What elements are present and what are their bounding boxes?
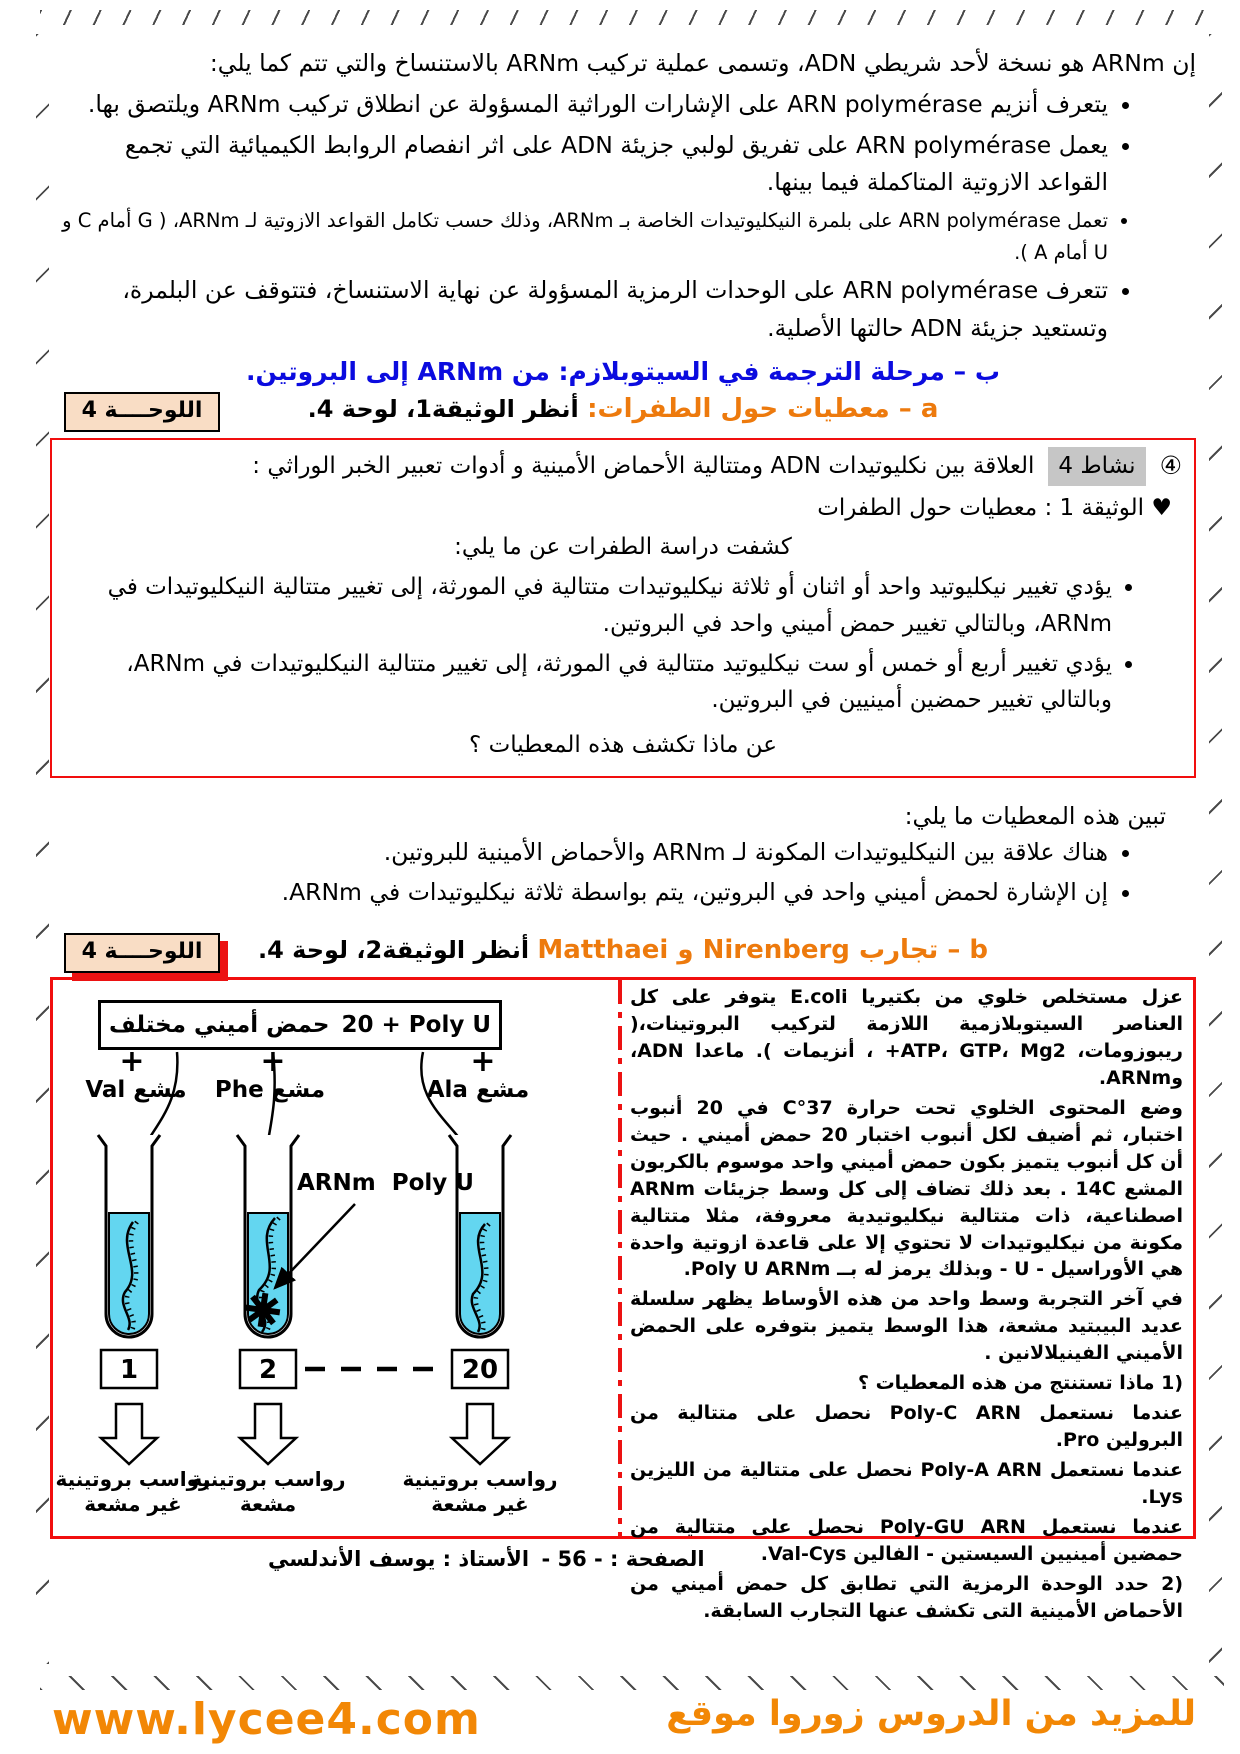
experiment-question-1 (630, 1370, 1183, 1397)
result-line: رواسب بروتينية (55, 1466, 211, 1491)
arnm-polyu-label: ARNm Poly U (297, 1169, 474, 1196)
plate-label-box: اللوحــــة 4 (64, 392, 220, 432)
amino-label-phe (204, 1077, 336, 1103)
section-a-title (50, 386, 1196, 424)
list-item: • تعمل ARN polymérase على بلمرة النيكليوتيدات الخاصة بـ ARNm، وذلك حسب تكامل القواعد الازوتية لـ ARNm، ( G أمام C و U أمام A ). (50, 205, 1108, 269)
amino-label-ala (412, 1077, 544, 1103)
page-content (50, 44, 1196, 1623)
section-a-title-orange: a – معطيات حول الطفرات: (587, 394, 939, 425)
circled-number: ④ (1159, 451, 1182, 481)
plate-label-box: اللوحــــة 4 (64, 933, 220, 973)
amino-label-name: Val (85, 1076, 126, 1103)
experiment-paragraph: في آخر التجربة وسط واحد من هذه الأوساط يظهر سلسلة عديد البيبتيد مشعة، هذا الوسط يتميز بتوفره على الحمض الأميني الفينيلالانين . (630, 1288, 1183, 1365)
experiment-paragraph: عزل مستخلص خلوي من بكتيريا E.coli يتوفر على كل العناصر السيتوبلازمية اللازمة لتركيب البروتينات،( ريبوزومات، ATP، GTP، Mg2+ ، أنزيمات ). ماعدا ADN، وARNm. (630, 985, 1183, 1089)
amino-label-val (70, 1077, 202, 1103)
tube-number-1: 1 (119, 1354, 139, 1385)
list-item: • يعمل ARN polymérase على تفريق لولبي جزيئة ADN على اثر انفصام الروابط الكيميائية التي تجمع القواعد الازوتية المتاكملة فيما بينها. (50, 127, 1108, 202)
intro-paragraph: إن ARNm هو نسخة لأحد شريطي ADN، وتسمى عملية تركيب ARNm بالاستنساخ والتي تتم كما يلي: (209, 49, 1196, 77)
experiment-paragraph: عندما نستعمل Poly-A ARN نحصل على متتالية من الليزين Lys. (630, 1459, 1183, 1509)
section-b-title-orange: b – تجارب Nirenberg و Matthaei (537, 934, 989, 965)
amino-label-arabic: مشع (271, 1076, 326, 1103)
page-border-left (36, 34, 49, 1664)
promo-text: للمزيد من الدروس زوروا موقع (666, 1694, 1196, 1734)
activity-title-row (64, 446, 1182, 486)
page-number: الصفحة : - 56 - (541, 1546, 705, 1571)
section-b-title (50, 927, 1196, 965)
list-item: • إن الإشارة لحمض أميني واحد في البروتين، يتم بواسطة ثلاثة نيكليوتيدات في ARNm. (50, 874, 1108, 910)
list-item: • يؤدي تغيير أربع أو خمس أو ست نيكليوتيد متتالية في المورثة، إلى تغيير متتالية النيكليوتيدات في ARNm، وبالتالي تغيير حمضين أمينيين في البروتين. (64, 646, 1112, 720)
teacher-name: الأستاذ : يوسف الأندلسي (268, 1546, 530, 1571)
amino-label-name: Ala (426, 1076, 468, 1103)
plus-sign: + (119, 1043, 145, 1079)
result-line: غير مشعة (431, 1491, 529, 1516)
mixture-box-arabic: حمض أميني مختلف (108, 1011, 330, 1038)
section-a-header (50, 386, 1196, 438)
page-border-right (1209, 34, 1222, 1664)
list-item: • يؤدي تغيير نيكليوتيد واحد أو اثنان أو ثلاثة نيكليوتيدات متتالية في المورثة، إلى تغيير متتالية النيكليوتيدات في ARNm، وبالتالي تغيير حمض أميني واحد في البروتين. (64, 569, 1112, 643)
question-text: ماذا تستنتج من هذه المعطيات ؟ (857, 1372, 1155, 1395)
result-arrow-2 (240, 1404, 296, 1464)
result-label-20 (400, 1467, 560, 1517)
section-b-title-rest: أنظر الوثيقة2، لوحة 4. (257, 935, 530, 964)
result-line: غير مشعة (84, 1491, 182, 1516)
list-item: • يتعرف أنزيم ARN polymérase على الإشارات الوراثية المسؤولة عن انطلاق تركيب ARNm ويلتصق بها. (50, 86, 1108, 124)
amino-label-arabic: مشع (475, 1076, 530, 1103)
experiment-diagram (53, 980, 618, 1532)
promo-footer (52, 1694, 1196, 1745)
plus-sign: + (260, 1043, 286, 1079)
list-item: • هناك علاقة بين النيكليوتيدات المكونة لـ ARNm والأحماض الأمينية للبروتين. (50, 834, 1108, 870)
question-number: 1) (1161, 1372, 1183, 1395)
result-arrow-1 (101, 1404, 157, 1464)
website-link[interactable]: www.lycee4.com (52, 1694, 481, 1745)
page-border-top (40, 10, 1224, 25)
activity-title: العلاقة بين نكليوتيدات ADN ومتتالية الأحماض الأمينية و أدوات تعبير الخبر الوراثي : (252, 452, 1035, 479)
mixture-box-latin: 20 + Poly U (341, 1011, 492, 1038)
experiment-question-2 (630, 1571, 1183, 1625)
tube-number-20: 20 (461, 1354, 499, 1385)
experiment-paragraph: عندما نستعمل Poly-GU ARN نحصل على متتالية من حمضين أمينيين السيستين - الفالين Val-Cys. (630, 1516, 1184, 1566)
activity-badge: نشاط 4 (1048, 447, 1145, 486)
result-line: مشعة (239, 1491, 297, 1516)
tube-number-2: 2 (258, 1354, 278, 1385)
result-label-2 (188, 1467, 348, 1517)
experiment-paragraph: عندما نستعمل Poly-C ARN نحصل على متتالية من البرولين Pro. (630, 1402, 1184, 1452)
translation-heading: ب – مرحلة الترجمة في السيتوبلازم: من ARNm إلى البروتين. (246, 357, 1000, 387)
section-a-title-rest: أنظر الوثيقة1، لوحة 4. (307, 395, 579, 424)
page-footer (50, 1545, 1196, 1579)
mutation-findings-list (64, 569, 1182, 719)
result-line: رواسب بروتينية (402, 1466, 558, 1491)
transcription-steps-list (50, 86, 1196, 347)
document1-title: ♥ الوثيقة 1 : معطيات حول الطفرات (817, 495, 1172, 522)
plus-sign: + (470, 1043, 496, 1079)
activity-question: عن ماذا تكشف هذه المعطيات ؟ (469, 732, 777, 759)
page-border-bottom (40, 1676, 1224, 1690)
experiment-paragraph: وضع المحتوى الخلوي تحت حرارة 37°C في 20 أنبوب اختبار، ثم أضيف لكل أنبوب اختبار 20 حمض أميني . حيث أن كل أنبوب يتميز بكون حمض أميني واحد موسوم بالكربون المشع 14C . بعد ذلك تضاف إلى كل وسط جزيئات ARNm اصطناعية، ذات متتالية نيكليوتيدية معروفة، مثلا متتالية مكونة من نيكليوتيدات لا تحتوي إلا على قاعدة ازوتية واحدة هي الأوراسيل - U - وبذلك يرمز له بــ Poly U ARNm. (630, 1096, 1183, 1281)
question-number: 2) (1161, 1573, 1183, 1596)
activity-box (50, 438, 1196, 778)
amino-label-arabic: مشع (133, 1076, 187, 1103)
activity-lead: كشفت دراسة الطفرات عن ما يلي: (454, 534, 792, 561)
radioactive-star (246, 1293, 280, 1327)
list-item: • تتعرف ARN polymérase على الوحدات الرمزية المسؤولة عن نهاية الاستنساخ، فتتوقف عن البلمرة، وتستعيد جزيئة ADN حالتها الأصلية. (50, 272, 1108, 347)
section-b-header (50, 927, 1196, 979)
findings-lead: تبين هذه المعطيات ما يلي: (904, 801, 1166, 830)
findings-list (50, 834, 1196, 911)
amino-label-name: Phe (214, 1076, 264, 1103)
result-arrow-20 (452, 1404, 508, 1464)
mixture-box (98, 1000, 502, 1050)
result-line: رواسب بروتينية (190, 1466, 346, 1491)
question-text: حدد الوحدة الرمزية التي تطابق كل حمض أميني من الأحماض الأمينية التى تكشف عنها التجارب السابقة. (630, 1573, 1183, 1623)
